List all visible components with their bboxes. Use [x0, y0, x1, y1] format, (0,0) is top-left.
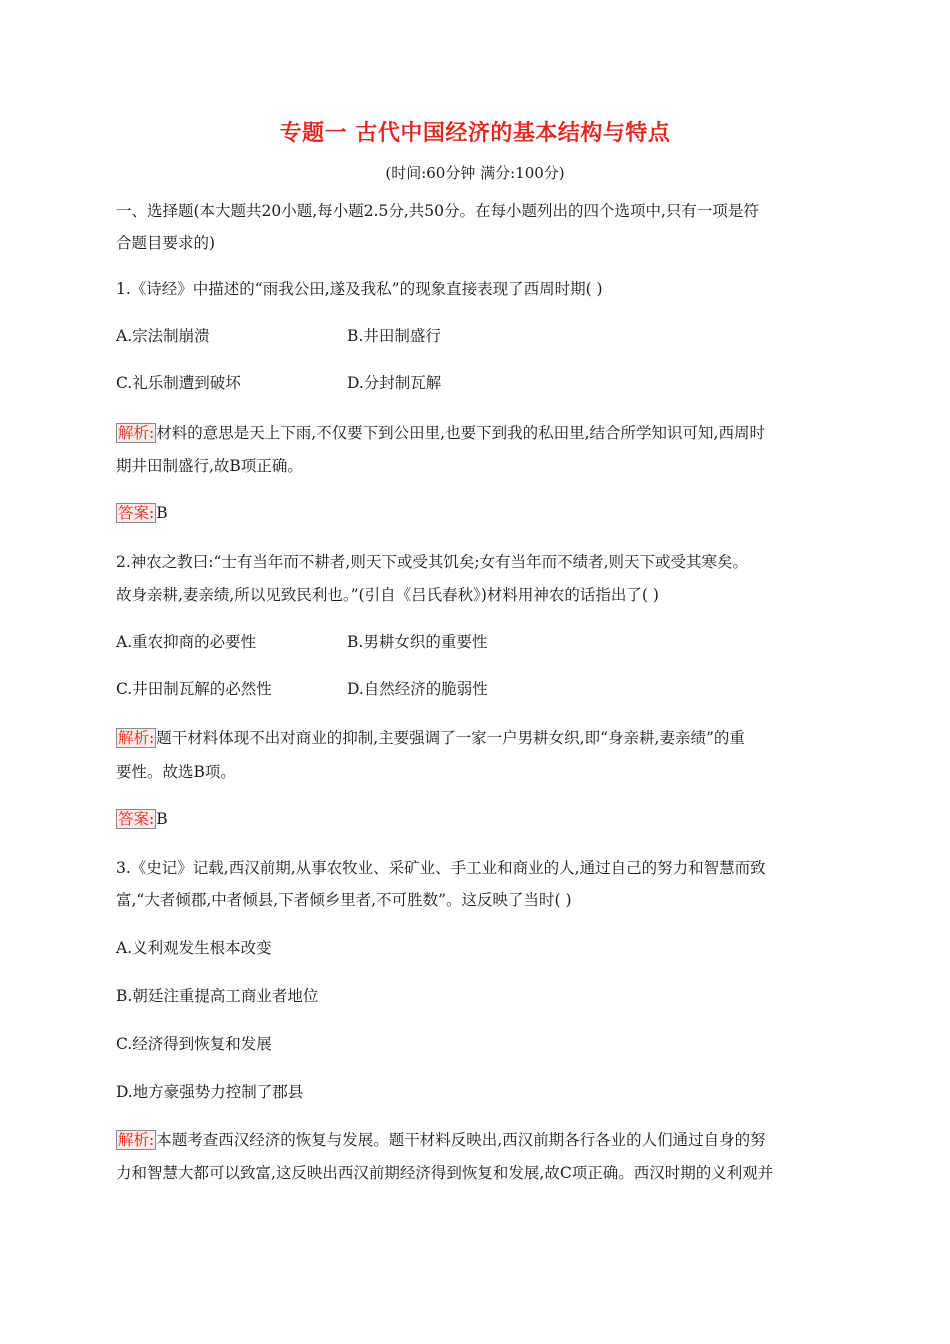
q1-analysis-line-1: [116, 423, 765, 443]
answer-tag: 答案:: [118, 810, 155, 828]
page-title: 专题一 古代中国经济的基本结构与特点: [279, 121, 671, 146]
q2-answer-value: B: [156, 810, 168, 828]
q2-answer: [116, 809, 168, 829]
q2-analysis-text: 题干材料体现不出对商业的抑制,主要强调了一家一户男耕女织,即“身亲耕,妻亲绩”的重: [156, 729, 745, 747]
q1-answer: [116, 503, 168, 523]
q1-option-b: B.井田制盛行: [347, 327, 441, 345]
q1-analysis-line-2: 期井田制盛行,故B项正确。: [116, 457, 303, 475]
q3-option-d: D.地方豪强势力控制了郡县: [116, 1083, 304, 1101]
q3-analysis-line-2: 力和智慧大都可以致富,这反映出西汉前期经济得到恢复和发展,故C项正确。西汉时期的义利观并: [116, 1164, 774, 1182]
q1-option-a: A.宗法制崩溃: [116, 327, 210, 345]
q2-option-d: D.自然经济的脆弱性: [347, 680, 488, 698]
q2-analysis-line-2: 要性。故选B项。: [116, 763, 236, 781]
q3-analysis-line-1: [116, 1130, 766, 1150]
q2-option-a: A.重农抑商的必要性: [116, 633, 257, 651]
q1-option-c: C.礼乐制遭到破坏: [116, 374, 241, 392]
q1-analysis-text: 材料的意思是天上下雨,不仅要下到公田里,也要下到我的私田里,结合所学知识可知,西周时: [156, 424, 765, 442]
q1-answer-value: B: [156, 504, 168, 522]
section-heading-line-2: 合题目要求的): [116, 234, 216, 252]
analysis-tag: 解析:: [118, 424, 155, 442]
q2-analysis-line-1: [116, 728, 745, 748]
q2-option-c: C.井田制瓦解的必然性: [116, 680, 272, 698]
exam-info: (时间:60分钟 满分:100分): [385, 164, 565, 182]
q1-stem: 1.《诗经》中描述的“雨我公田,遂及我私”的现象直接表现了西周时期( ): [116, 280, 603, 298]
analysis-tag: 解析:: [118, 729, 155, 747]
q3-option-a: A.义利观发生根本改变: [116, 939, 272, 957]
q1-option-d: D.分封制瓦解: [347, 374, 442, 392]
answer-tag: 答案:: [118, 504, 155, 522]
analysis-tag: 解析:: [118, 1131, 155, 1149]
q2-stem-line-2: 故身亲耕,妻亲绩,所以见致民利也。”(引自《吕氏春秋》)材料用神农的话指出了( ): [116, 586, 659, 604]
q2-stem-line-1: 2.神农之教曰:“士有当年而不耕者,则天下或受其饥矣;女有当年而不绩者,则天下或受其寒矣。: [116, 553, 749, 571]
q3-analysis-text: 本题考查西汉经济的恢复与发展。题干材料反映出,西汉前期各行各业的人们通过自身的努: [156, 1131, 766, 1149]
q3-stem-line-1: 3.《史记》记载,西汉前期,从事农牧业、采矿业、手工业和商业的人,通过自己的努力和智慧而致: [116, 859, 766, 877]
q3-stem-line-2: 富,“大者倾郡,中者倾县,下者倾乡里者,不可胜数”。这反映了当时( ): [116, 891, 572, 909]
q3-option-b: B.朝廷注重提高工商业者地位: [116, 987, 319, 1005]
q2-option-b: B.男耕女织的重要性: [347, 633, 488, 651]
section-heading-line-1: 一、选择题(本大题共20小题,每小题2.5分,共50分。在每小题列出的四个选项中,只有一项是符: [116, 202, 759, 220]
q3-option-c: C.经济得到恢复和发展: [116, 1035, 272, 1053]
